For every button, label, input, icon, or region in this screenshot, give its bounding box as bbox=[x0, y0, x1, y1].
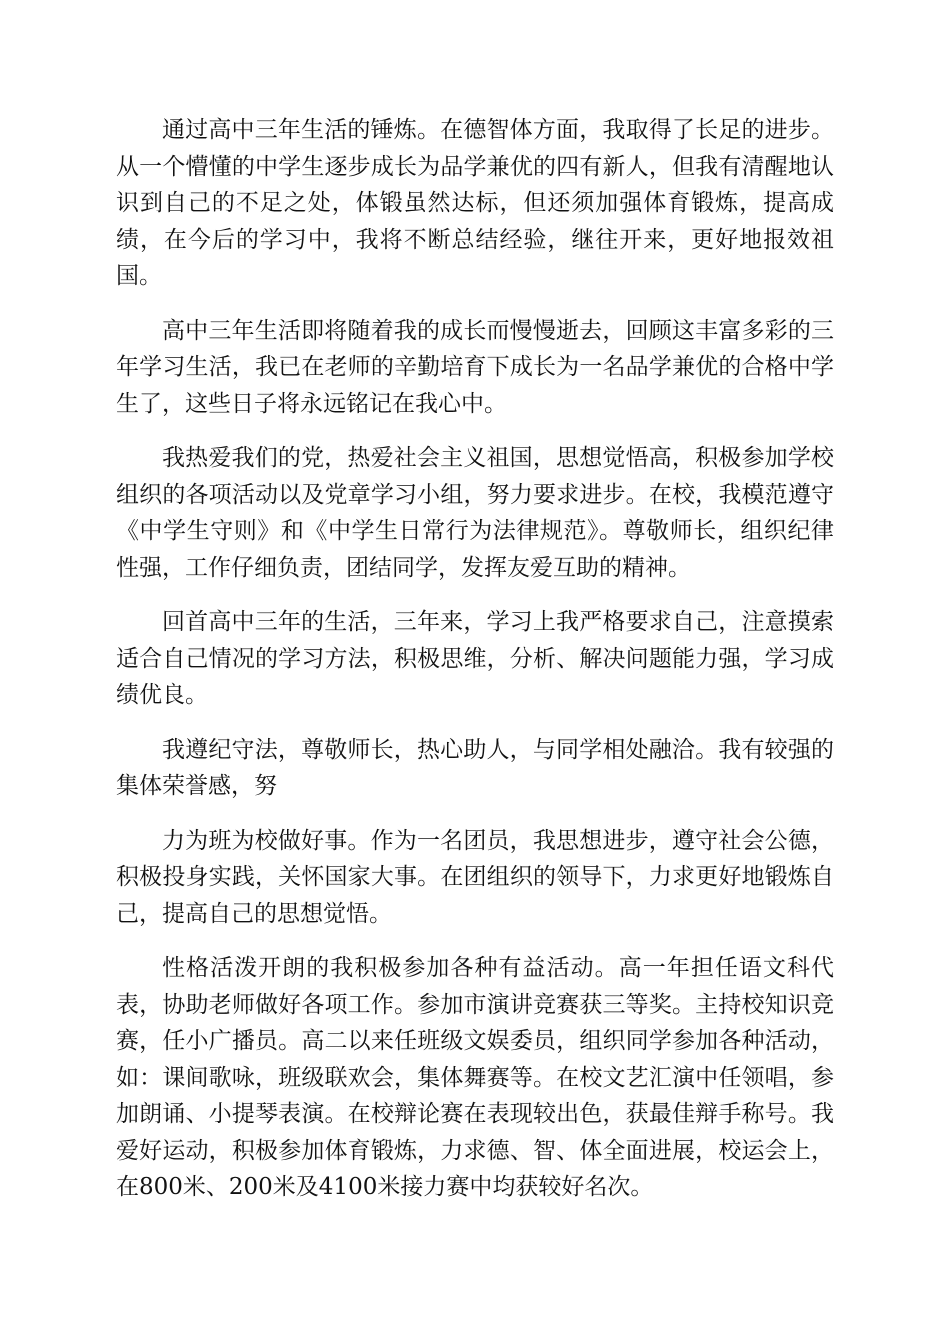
paragraph-6: 力为班为校做好事。作为一名团员，我思想进步，遵守社会公德，积极投身实践，关怀国家大事。在团组织的领导下，力求更好地锻炼自己，提高自己的思想觉悟。 bbox=[116, 827, 834, 927]
paragraph-3: 我热爱我们的党，热爱社会主义祖国，思想觉悟高，积极参加学校组织的各项活动以及党章学习小组，努力要求进步。在校，我模范遵守《中学生守则》和《中学生日常行为法律规范》。尊敬师长，组织纪律性强，工作仔细负责，团结同学，发挥友爱互助的精神。 bbox=[116, 445, 834, 581]
paragraph-4: 回首高中三年的生活，三年来，学习上我严格要求自己，注意摸索适合自己情况的学习方法，积极思维，分析、解决问题能力强，学习成绩优良。 bbox=[116, 609, 834, 708]
paragraph-5: 我遵纪守法，尊敬师长，热心助人，与同学相处融洽。我有较强的集体荣誉感，努 bbox=[116, 736, 834, 799]
document-page bbox=[116, 112, 834, 1224]
paragraph-1: 通过高中三年生活的锤炼。在德智体方面，我取得了长足的进步。从一个懵懂的中学生逐步成长为品学兼优的四有新人，但我有清醒地认识到自己的不足之处，体锻虽然达标，但还须加强体育锻炼，提高成绩，在今后的学习中，我将不断总结经验，继往开来，更好地报效祖国。 bbox=[116, 117, 834, 289]
paragraph-7: 性格活泼开朗的我积极参加各种有益活动。高一年担任语文科代表，协助老师做好各项工作。参加市演讲竞赛获三等奖。主持校知识竞赛，任小广播员。高二以来任班级文娱委员，组织同学参加各种活动，如：课间歌咏，班级联欢会，集体舞赛等。在校文艺汇演中任领唱，参加朗诵、小提琴表演。在校辩论赛在表现较出色，获最佳辩手称号。我爱好运动，积极参加体育锻炼，力求德、智、体全面进展，校运会上，在800米、200米及4100米接力赛中均获较好名次。 bbox=[116, 955, 834, 1200]
paragraph-2: 高中三年生活即将随着我的成长而慢慢逝去，回顾这丰富多彩的三年学习生活，我已在老师的辛勤培育下成长为一名品学兼优的合格中学生了，这些日子将永远铭记在我心中。 bbox=[116, 317, 834, 417]
